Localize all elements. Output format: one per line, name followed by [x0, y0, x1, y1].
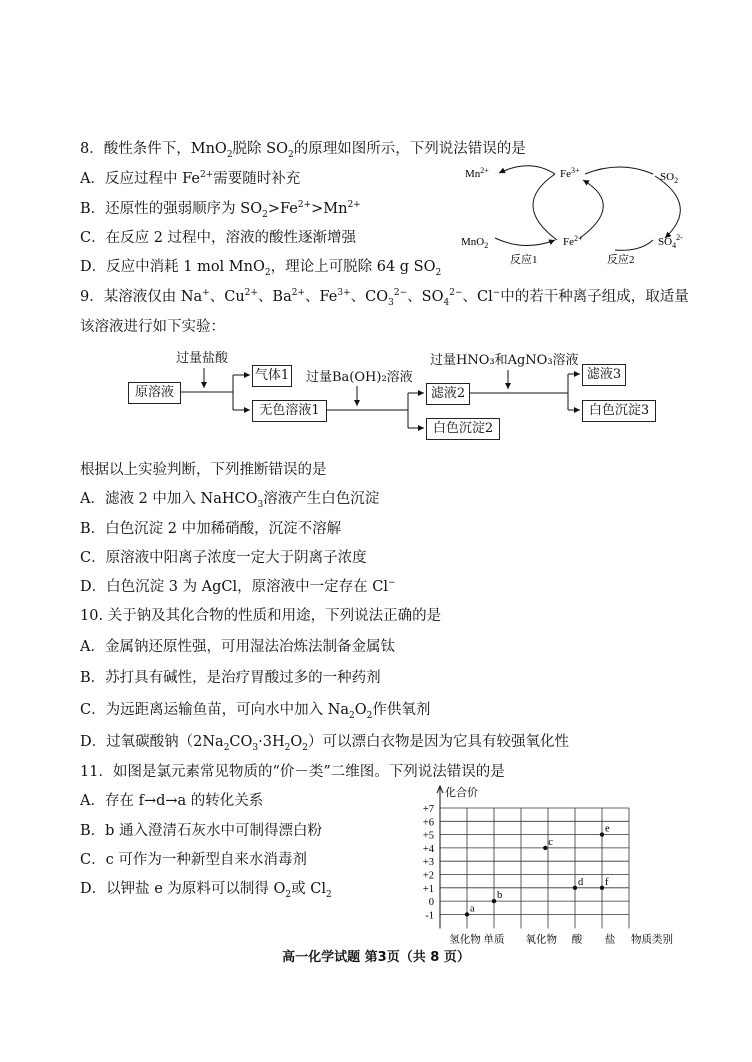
q11-option-c: C．c 可作为一种新型自来水消毒剂: [80, 852, 307, 868]
flow-solution1-box: 无色溶液1: [252, 400, 327, 422]
y-tick-label: +6: [422, 817, 434, 829]
y-tick-label: +1: [422, 883, 434, 895]
q8-option-b: B．还原性的强弱顺序为 $SO_2>Fe^{2+}>Mn^{2+}$: [80, 200, 361, 220]
flow-reagent-2: 过量Ba(OH)₂溶液: [306, 370, 413, 385]
q9-lead: 根据以上实验判断，下列推断错误的是: [80, 462, 327, 478]
flow-gas-box: 气体1: [252, 365, 292, 387]
q9-stem-1: 9．某溶液仅由 Na+、$Cu^{2+}$、$Ba^{2+}$、$Fe^{3+}$、$CO_3^{2-}$、$SO_4^{2-}$、Cl−中的若干种离子组成，取适量: [80, 288, 689, 308]
data-point-label-b: b: [497, 890, 503, 902]
q10-option-d: D．过氧碳酸钠$(2Na_2CO_3\cdot 3H_2O_2)$可以漂白衣物是因为它具有较强氧化性: [80, 734, 569, 753]
y-tick-label: +7: [422, 804, 434, 815]
flow-reagent-3: 过量HNO₃和AgNO₃溶液: [430, 353, 579, 368]
y-axis-label: 化合价: [445, 787, 478, 799]
data-point-a: [465, 912, 469, 916]
q8-option-a: A．反应过程中 $Fe^{2+}$需要随时补充: [80, 170, 301, 187]
data-point-label-c: c: [548, 836, 553, 848]
flow-precipitate3-box: 白色沉淀3: [582, 400, 656, 422]
y-tick-label: 0: [428, 897, 434, 909]
q9-stem-2: 该溶液进行如下实验：: [80, 319, 225, 335]
reaction1-label: 反应1: [510, 254, 538, 266]
flow-filtrate3-box: 滤液3: [582, 364, 626, 386]
data-point-label-a: a: [470, 903, 475, 915]
reaction2-label: 反应2: [607, 254, 635, 266]
data-point-label-d: d: [578, 876, 584, 888]
fe3-label: $Fe^{3+}$: [560, 166, 580, 180]
x-axis-label: 物质类别: [631, 934, 673, 946]
q9-option-b: B．白色沉淀 2 中加稀硝酸，沉淀不溶解: [80, 521, 342, 537]
q10-option-b: B．苏打具有碱性，是治疗胃酸过多的一种药剂: [80, 670, 381, 686]
q11-option-d: D．以钾盐 e 为原料可以制得 $O_2$或 $Cl_2$: [80, 881, 332, 900]
flow-start-box: 原溶液: [128, 382, 181, 404]
x-category-label: 氧化物: [525, 934, 558, 946]
data-point-label-f: f: [605, 876, 609, 888]
x-category-label: 单质: [483, 934, 505, 946]
y-tick-label: -1: [425, 910, 434, 922]
q9-option-c: C．原溶液中阳离子浓度一定大于阴离子浓度: [80, 550, 367, 566]
y-tick-label: +3: [422, 857, 434, 869]
q8-stem: 8．酸性条件下，MnO$_2$脱除 $SO_2$的原理如图所示，下列说法错误的是: [80, 141, 526, 160]
q10-stem: 10. 关于钠及其化合物的性质和用途，下列说法正确的是: [80, 608, 442, 624]
data-point-f: [600, 886, 604, 890]
q11-stem: 11．如图是氯元素常见物质的“价－类”二维图。下列说法错误的是: [80, 764, 505, 780]
q11-option-a: A．存在 f→d→a 的转化关系: [80, 793, 264, 809]
x-category-label: 氢化物: [449, 934, 481, 946]
q10-option-a: A．金属钠还原性强，可用湿法冶炼法制备金属钛: [80, 639, 395, 655]
so2-label: $SO_2$: [660, 171, 679, 185]
q8-option-c: C．在反应 2 过程中，溶液的酸性逐渐增强: [80, 230, 357, 246]
y-tick-label: +4: [422, 843, 434, 855]
q11-option-b: B．b 通入澄清石灰水中可制得漂白粉: [80, 823, 323, 839]
data-point-b: [492, 899, 496, 903]
data-point-e: [600, 832, 604, 836]
q8-option-d: D．反应中消耗 1 mol MnO$_2$，理论上可脱除 64 g $SO_2$: [80, 259, 442, 278]
q9-option-a: A．滤液 2 中加入 NaHCO$_3$溶液产生白色沉淀: [80, 491, 380, 510]
flow-precipitate2-box: 白色沉淀2: [426, 418, 500, 440]
x-category-label: 酸: [571, 934, 583, 946]
data-point-label-e: e: [605, 823, 610, 835]
valence-class-chart: [400, 782, 673, 946]
x-category-label: 盐: [604, 934, 616, 946]
mno2-label: MnO$_2$: [461, 236, 489, 250]
page-footer: 高一化学试题 第3页（共 8 页）: [282, 950, 470, 965]
y-tick-label: +5: [422, 830, 434, 842]
flow-reagent-1: 过量盐酸: [176, 351, 229, 366]
data-point-d: [573, 886, 577, 890]
fe2-label: $Fe^{2+}$: [563, 234, 583, 248]
y-tick-label: +2: [422, 870, 434, 882]
flow-filtrate2-box: 滤液2: [426, 383, 470, 405]
q9-option-d: D．白色沉淀 3 为 AgCl，原溶液中一定存在 Cl−: [80, 578, 396, 595]
q10-option-c: C．为远距离运输鱼苗，可向水中加入 $Na_2O_2$作供氧剂: [80, 702, 431, 721]
mn2-label: $Mn^{2+}$: [465, 166, 489, 180]
data-point-c: [543, 846, 547, 850]
so4-label: $SO_4^{2-}$: [658, 233, 683, 250]
q9-flowchart-lines: [0, 0, 752, 460]
